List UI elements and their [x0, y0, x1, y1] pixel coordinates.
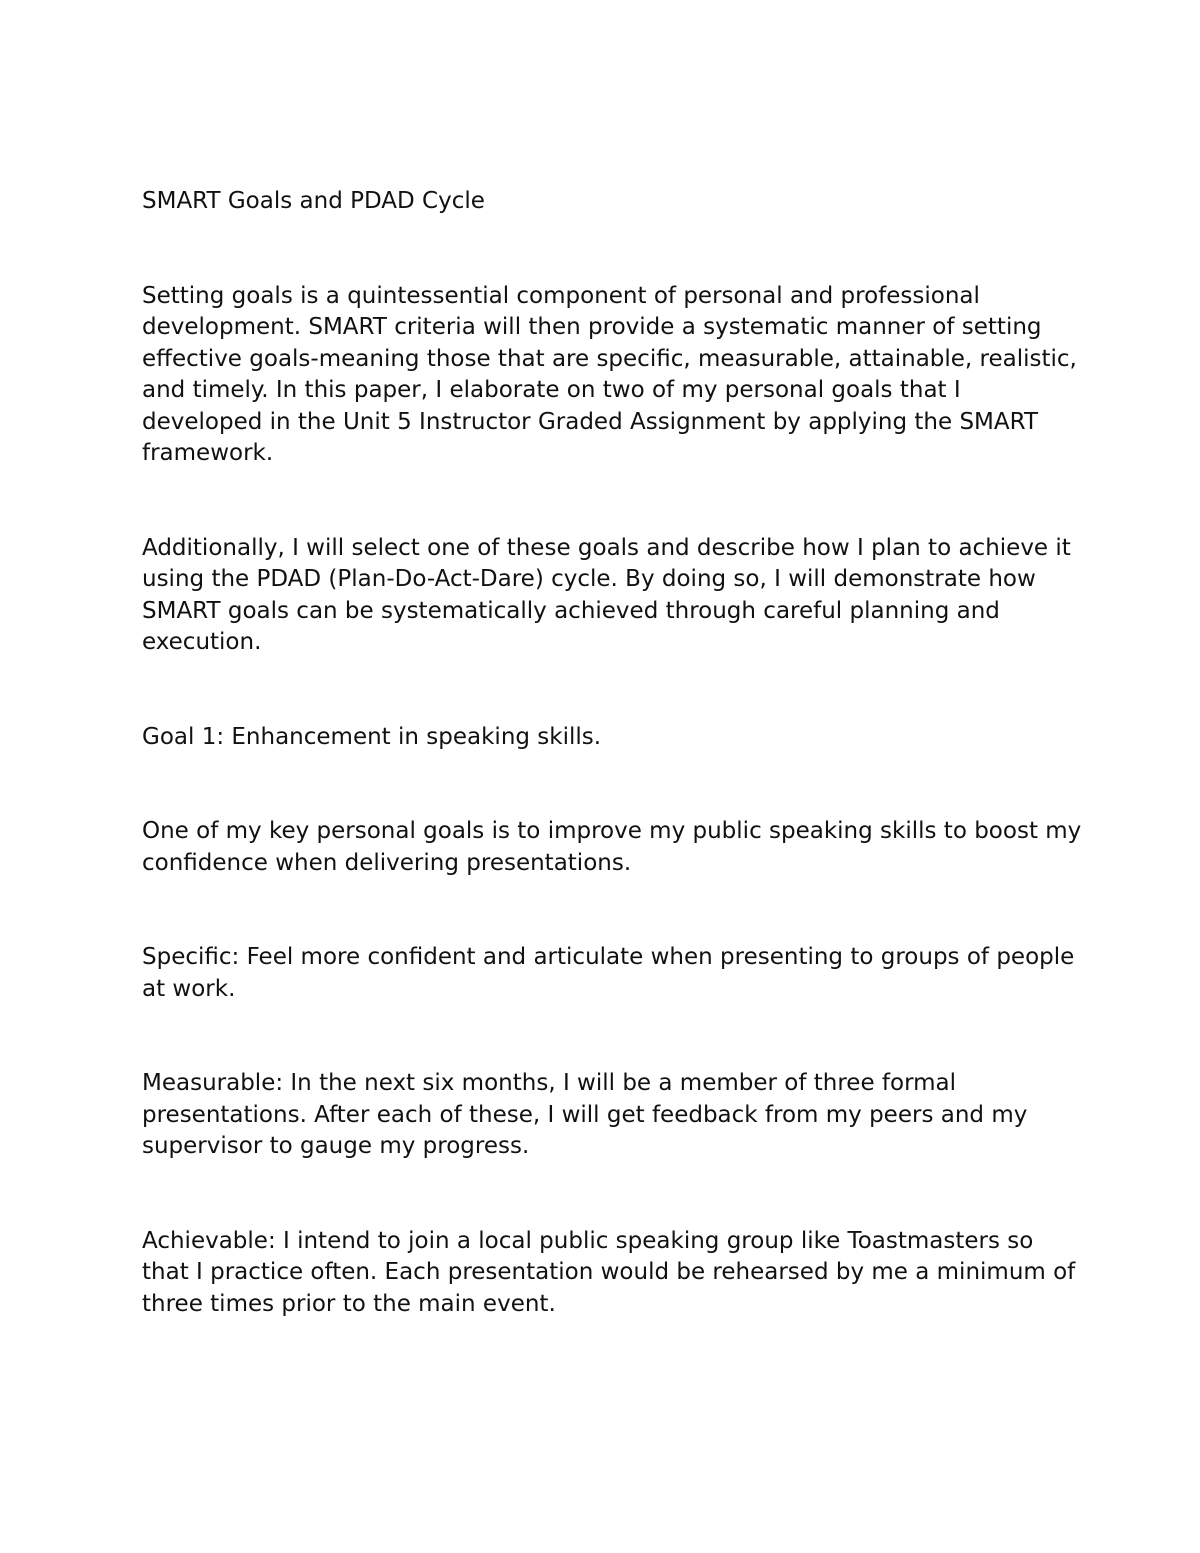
goal-heading: Goal 1: Enhancement in speaking skills. — [142, 723, 602, 750]
paragraph-measurable: Measurable: In the next six months, I will be a member of three formal presentations. After each of these, I will get feedback from my peers and my supervisor to gauge my progress. — [142, 1070, 1028, 1159]
paragraph-intro: Setting goals is a quintessential component of personal and professional development. SMART criteria will then provide a systematic manner of setting effective goals-meaning those that are specific, measurable, attainable, realistic, and timely. In this paper, I elaborate on two of my personal goals that I developed in the Unit 5 Instructor Graded Assignment by applying the SMART framework. — [142, 282, 1077, 466]
paragraph-specific: Specific: Feel more confident and articulate when presenting to groups of people at work. — [142, 944, 1075, 1002]
document-body — [142, 186, 1082, 1320]
document-title: SMART Goals and PDAD Cycle — [142, 188, 485, 214]
paragraph-achievable: Achievable: I intend to join a local public speaking group like Toastmasters so that I practice often. Each presentation would be rehearsed by me a minimum of three times prior to the main event. — [142, 1227, 1076, 1317]
paragraph-pdad: Additionally, I will select one of these goals and describe how I plan to achieve it using the PDAD (Plan-Do-Act-Dare) cycle. By doing so, I will demonstrate how SMART goals can be systematically achieved through careful planning and execution. — [142, 534, 1071, 655]
paragraph-goal-description: One of my key personal goals is to improve my public speaking skills to boost my confidence when delivering presentations. — [142, 818, 1082, 876]
